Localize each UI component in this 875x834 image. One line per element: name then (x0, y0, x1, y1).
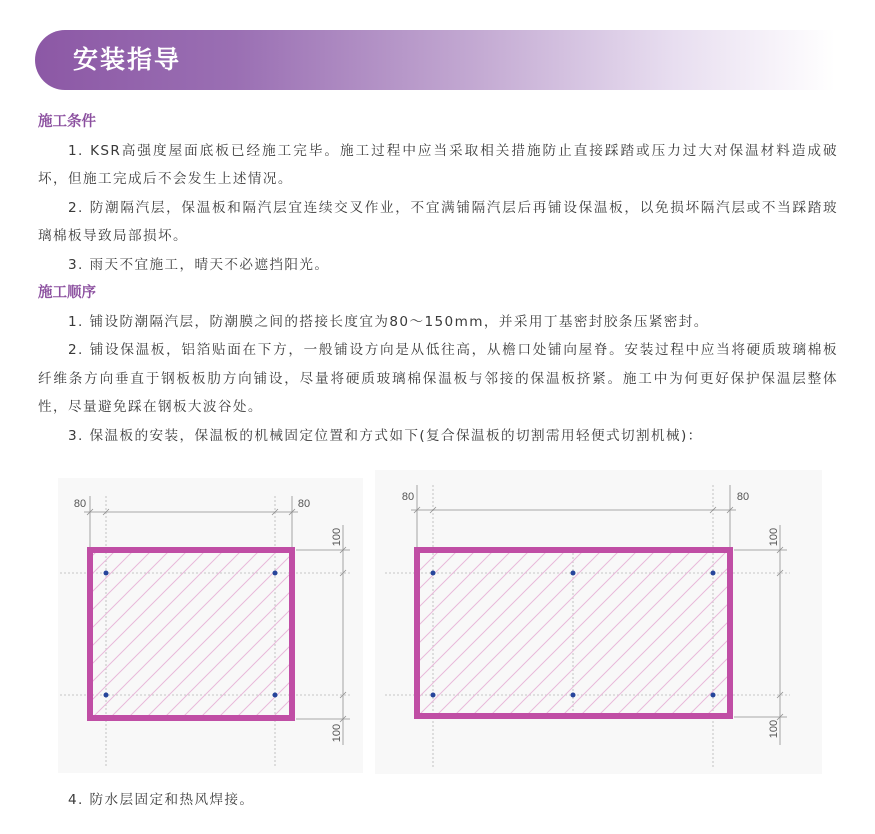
page-title: 安装指导 (73, 45, 182, 74)
condition-item-3: 3. 雨天不宜施工，晴天不必遮挡阳光。 (68, 256, 330, 273)
fastener-dot (711, 571, 716, 576)
sequence-item-2: 2. 铺设保温板，铝箔贴面在下方，一般铺设方向是从低往高，从檐口处铺向屋脊。安装过程中应当将硬质玻璃棉板纤维条方向垂直于钢板板肋方向铺设，尽量将硬质玻璃棉保温板与邻接的保温板挤紧。施工中为何更好保护保温层整体性，尽量避免踩在钢板大波谷处。 (38, 342, 838, 415)
fastening-diagram (0, 468, 875, 780)
fastener-dot (273, 571, 278, 576)
fastener-dot (431, 693, 436, 698)
fastener-dot (273, 693, 278, 698)
fastener-dot (571, 571, 576, 576)
right-dim-label-side-bottom: 100 (768, 719, 780, 739)
fastener-dot (571, 693, 576, 698)
content-body (38, 108, 838, 450)
sequence-item-4: 4. 防水层固定和热风焊接。 (68, 792, 255, 808)
left-insulation-board (90, 550, 292, 718)
left-dim-label-top-left: 80 (73, 498, 87, 510)
fastener-dot (711, 693, 716, 698)
right-dim-label-top-right: 80 (736, 491, 750, 503)
sequence-item-1: 1. 铺设防潮隔汽层，防潮膜之间的搭接长度宜为80～150mm，并采用丁基密封胶条压紧密封。 (68, 313, 709, 330)
left-dim-label-side-top: 100 (331, 527, 343, 547)
section-heading-sequence: 施工顺序 (38, 285, 96, 301)
condition-item-2: 2. 防潮隔汽层，保温板和隔汽层宜连续交叉作业，不宜满铺隔汽层后再铺设保温板，以免损坏隔汽层或不当踩踏玻璃棉板导致局部损坏。 (38, 199, 838, 244)
fastener-dot (104, 571, 109, 576)
right-dim-label-side-top: 100 (768, 527, 780, 547)
right-dim-label-top-left: 80 (401, 491, 415, 503)
title-banner (35, 30, 835, 90)
fastener-dot (104, 693, 109, 698)
section-heading-conditions: 施工条件 (38, 114, 96, 130)
left-dim-label-side-bottom: 100 (331, 723, 343, 743)
sequence-item-3: 3. 保温板的安装，保温板的机械固定位置和方式如下(复合保温板的切割需用轻便式切割机械)： (68, 427, 703, 444)
left-dim-label-top-right: 80 (297, 498, 311, 510)
fastener-dot (431, 571, 436, 576)
condition-item-1: 1. KSR高强度屋面底板已经施工完毕。施工过程中应当采取相关措施防止直接踩踏或压力过大对保温材料造成破坏，但施工完成后不会发生上述情况。 (38, 142, 838, 187)
